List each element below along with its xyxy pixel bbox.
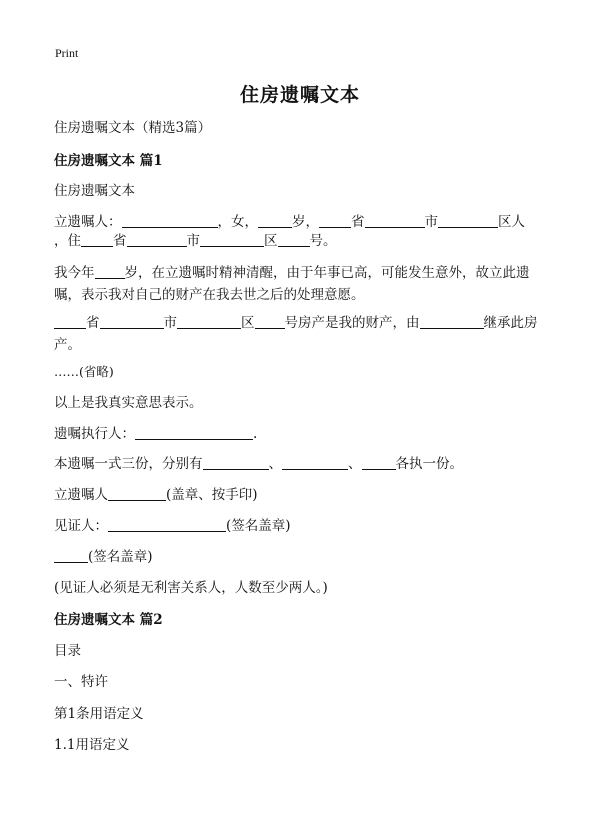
- blank-province: [319, 213, 351, 228]
- blank-testator-signature: [108, 486, 166, 501]
- blank-copy-holder-1: [203, 455, 269, 470]
- blank-prop-district: [177, 314, 241, 329]
- blank-prop-province: [54, 314, 86, 329]
- testator-line-2: ，住 省 市 区 号。: [54, 233, 337, 249]
- blank-res-province: [81, 232, 113, 247]
- blank-witness-2: [54, 548, 88, 563]
- witness-signature-line: 见证人： (签名盖章): [54, 518, 291, 534]
- executor-line: 遗嘱执行人： .: [54, 426, 258, 442]
- print-link[interactable]: Print: [55, 46, 79, 60]
- blank-prop-city: [100, 314, 164, 329]
- blank-res-city: [127, 232, 187, 247]
- blank-age: [258, 213, 292, 228]
- blank-res-district: [200, 232, 264, 247]
- copies-line: 本遗嘱一式三份，分别有 、 、 各执一份。: [54, 456, 463, 472]
- property-paragraph: 省 市 区 号房产是我的财产，由 继承此房产。: [54, 315, 538, 353]
- witness-note: (见证人必须是无利害关系人，人数至少两人。): [54, 580, 328, 596]
- declaration-paragraph: 我今年 岁，在立遗嘱时精神清醒，由于年事已高，可能发生意外，故立此遗嘱，表示我对自己的财产在我去世之后的处理意愿。: [54, 265, 530, 303]
- testator-line-1: 立遗嘱人： ，女， 岁， 省 市 区人: [54, 214, 525, 230]
- witness-2-signature-line: (签名盖章): [54, 547, 153, 567]
- blank-executor: [135, 425, 253, 440]
- item-1: 一、特许: [54, 674, 108, 690]
- blank-prop-number: [255, 314, 285, 329]
- blank-copy-holder-3: [362, 455, 396, 470]
- subtitle: 住房遗嘱文本（精选3篇）: [54, 120, 212, 136]
- blank-district: [438, 213, 498, 228]
- section-1-heading: 住房遗嘱文本 篇1: [54, 153, 163, 169]
- page-title: 住房遗嘱文本: [239, 84, 360, 106]
- blank-heir: [420, 314, 484, 329]
- true-intent-statement: 以上是我真实意思表示。: [54, 395, 203, 411]
- blank-res-number: [278, 232, 310, 247]
- blank-city: [365, 213, 425, 228]
- blank-current-age: [95, 264, 125, 279]
- section-1-intro: 住房遗嘱文本: [54, 183, 135, 199]
- section-2-heading: 住房遗嘱文本 篇2: [54, 612, 163, 628]
- article-1: 第1条用语定义: [54, 706, 144, 722]
- blank-copy-holder-2: [282, 455, 348, 470]
- blank-name: [122, 213, 218, 228]
- toc-heading: 目录: [54, 643, 81, 659]
- testator-signature-line: 立遗嘱人 (盖章、按手印): [54, 487, 258, 503]
- omitted-note: ……(省略): [54, 364, 114, 379]
- article-1-1: 1.1用语定义: [54, 737, 130, 753]
- blank-witness-1: [108, 517, 226, 532]
